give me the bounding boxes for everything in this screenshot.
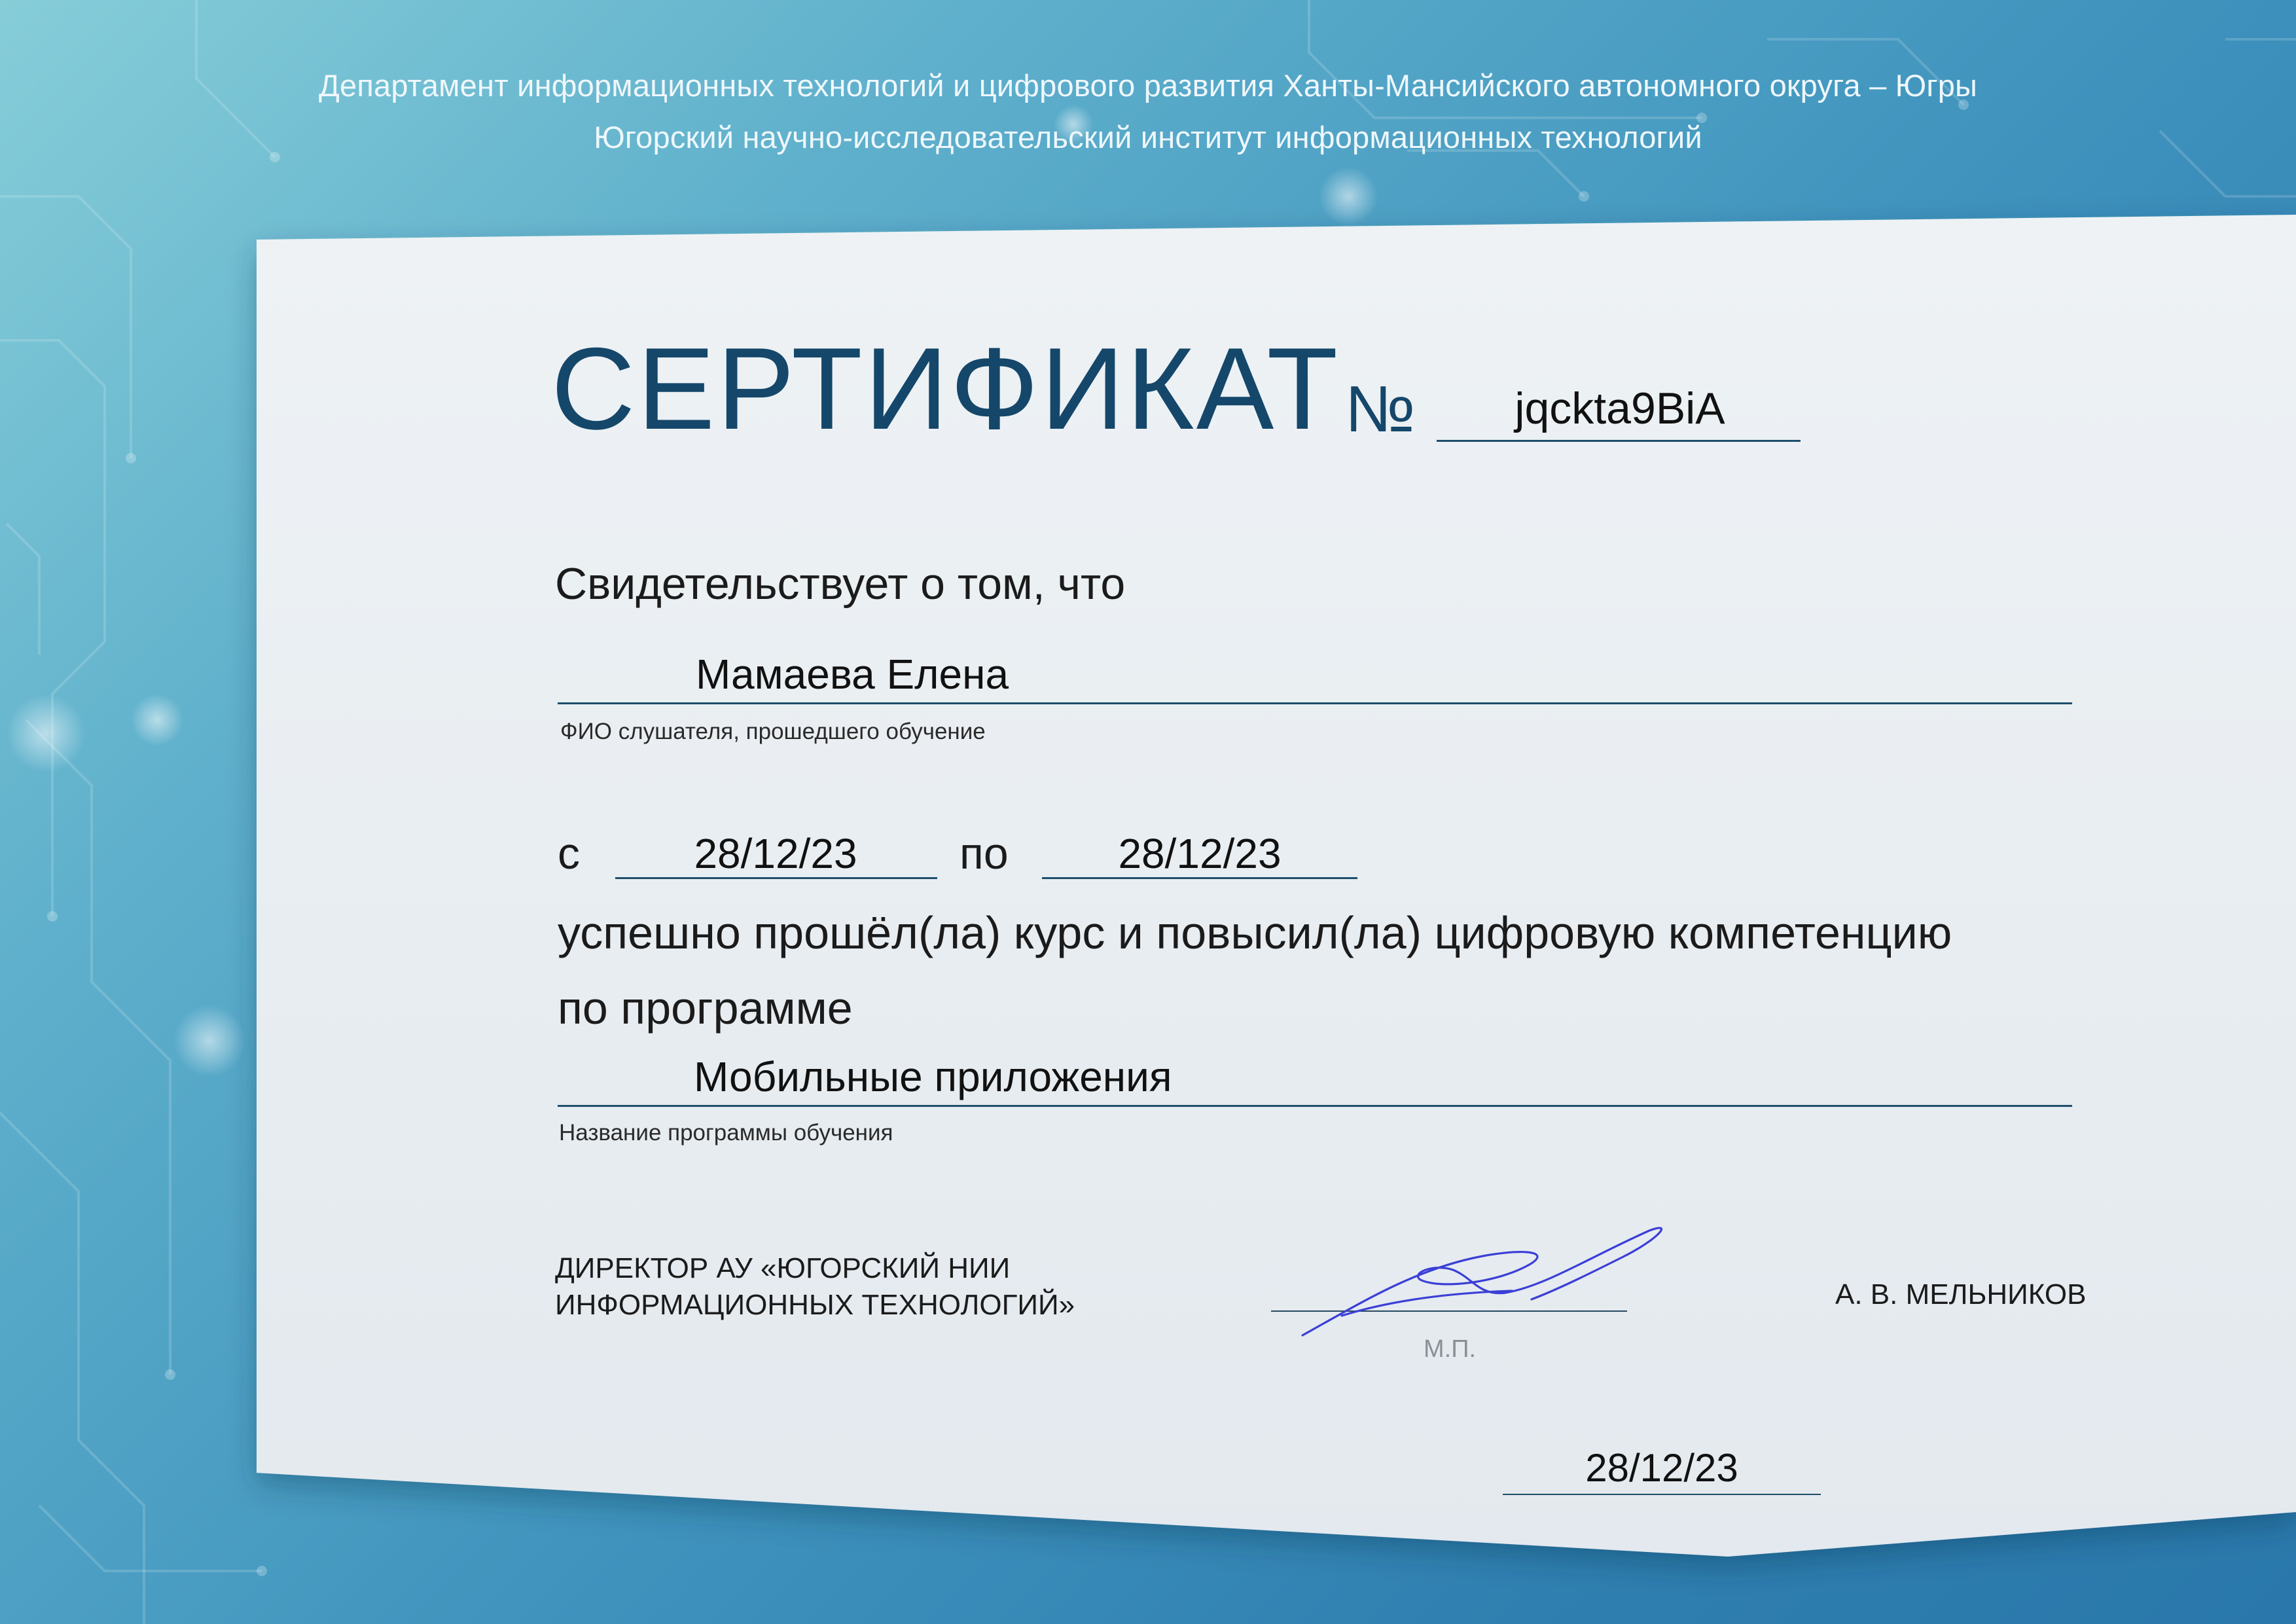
student-name: Мамаева Елена bbox=[696, 651, 1009, 698]
program-intro-text: по программе bbox=[558, 983, 853, 1034]
to-date: 28/12/23 bbox=[1118, 830, 1282, 877]
director-signature bbox=[1283, 1218, 1689, 1342]
institute-header: Югорский научно-исследовательский институт информационных технологий bbox=[594, 120, 1702, 154]
from-label: с bbox=[558, 829, 580, 878]
from-date-underline bbox=[615, 877, 937, 879]
program-name-underline bbox=[558, 1105, 2072, 1107]
certificate-number-underline bbox=[1437, 440, 1801, 442]
from-date: 28/12/23 bbox=[694, 830, 857, 877]
intro-text: Свидетельствует о том, что bbox=[555, 559, 1126, 609]
to-date-underline bbox=[1042, 877, 1357, 879]
department-header: Департамент информационных технологий и цифрового развития Ханты-Мансийского автономного округа – Югры bbox=[318, 68, 1978, 103]
issue-date: 28/12/23 bbox=[1585, 1446, 1738, 1490]
program-caption: Название программы обучения bbox=[559, 1120, 893, 1146]
student-name-underline bbox=[558, 702, 2072, 704]
certificate-number: jqckta9BiA bbox=[1515, 384, 1725, 433]
stamp-placeholder-label: М.П. bbox=[1424, 1335, 1477, 1363]
director-position-line2: ИНФОРМАЦИОННЫХ ТЕХНОЛОГИЙ» bbox=[555, 1289, 1075, 1322]
to-label: по bbox=[960, 829, 1009, 878]
director-position-line1: ДИРЕКТОР АУ «ЮГОРСКИЙ НИИ bbox=[555, 1252, 1011, 1284]
certificate-title: СЕРТИФИКАТ bbox=[551, 323, 1340, 454]
program-name: Мобильные приложения bbox=[694, 1053, 1172, 1100]
director-position bbox=[555, 1250, 1075, 1324]
student-name-caption: ФИО слушателя, прошедшего обучение bbox=[560, 719, 986, 744]
completion-text: успешно прошёл(ла) курс и повысил(ла) цифровую компетенцию bbox=[558, 907, 1952, 958]
number-sign: № bbox=[1345, 372, 1416, 446]
signer-name: А. В. МЕЛЬНИКОВ bbox=[1835, 1278, 2087, 1310]
issue-date-underline bbox=[1503, 1494, 1821, 1495]
